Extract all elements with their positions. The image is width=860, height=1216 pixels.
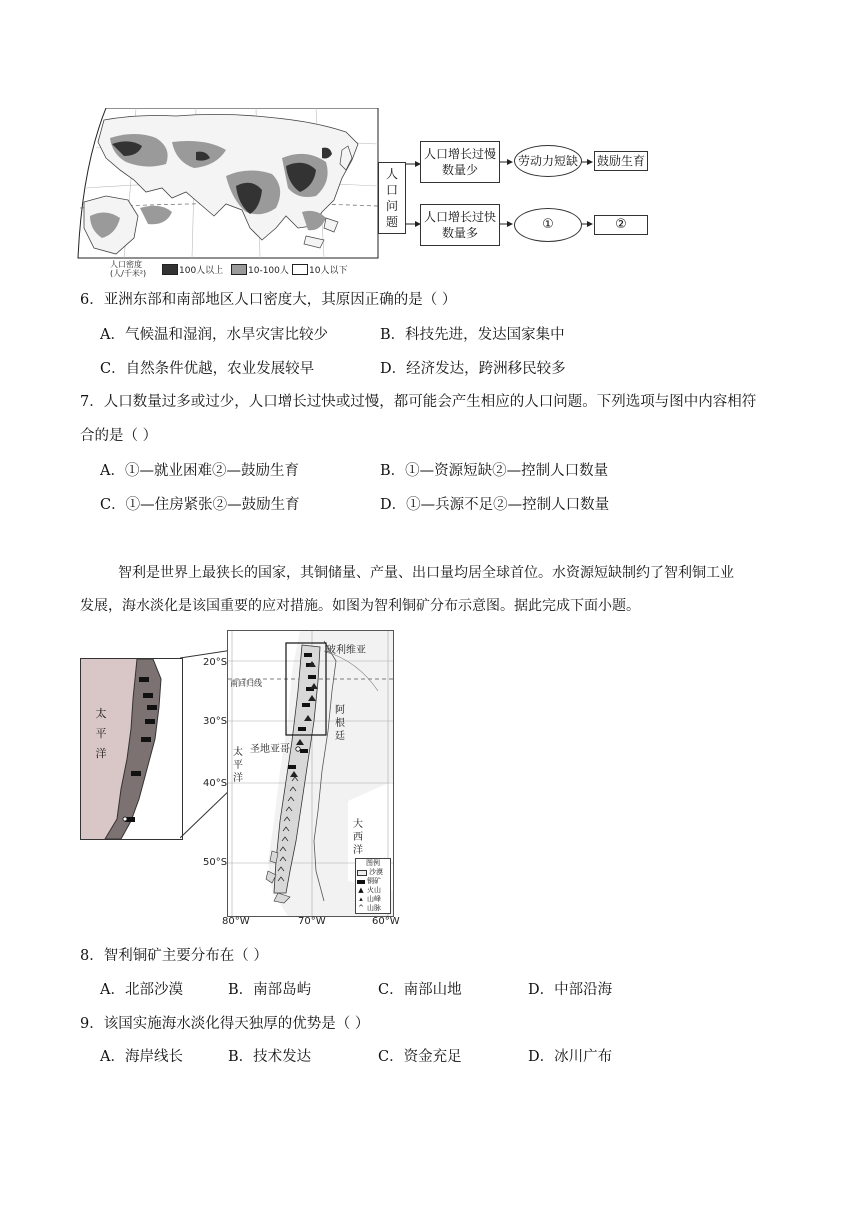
- lat-label-30s: 30°S: [203, 716, 228, 727]
- question-8-option-b[interactable]: B．南部岛屿: [228, 982, 312, 998]
- argentina-label-1: 阿: [335, 705, 345, 716]
- copper-mine-icon: [357, 880, 365, 884]
- lon-label-80w: 80°W: [222, 916, 250, 927]
- question-7-option-a[interactable]: A．①—就业困难②—鼓励生育: [100, 463, 299, 479]
- density-legend-label-low: 10人以下: [309, 266, 348, 276]
- question-6-option-b[interactable]: B．科技先进，发达国家集中: [380, 327, 565, 343]
- argentina-label-2: 根: [335, 718, 345, 729]
- flow-top-result-box: 鼓励生育: [594, 151, 648, 171]
- legend-label-desert: 沙漠: [369, 868, 383, 876]
- pacific-label-2: 平: [233, 760, 243, 771]
- asia-density-map: [76, 108, 380, 260]
- lat-label-50s: 50°S: [203, 857, 228, 868]
- legend-item-volcano: [356, 886, 390, 895]
- mountain-range-icon: ^: [358, 904, 364, 912]
- atlantic-label-2: 西: [353, 832, 363, 843]
- flow-root-char: 题: [385, 215, 398, 229]
- density-legend-swatch-low: [292, 264, 308, 275]
- inset-ocean-label-3: 洋: [95, 747, 107, 760]
- santiago-label: 圣地亚哥: [250, 744, 290, 755]
- bolivia-label: 玻利维亚: [326, 645, 366, 656]
- question-8-option-d[interactable]: D．中部沿海: [528, 982, 613, 998]
- question-6-option-d[interactable]: D．经济发达，跨洲移民较多: [380, 361, 566, 377]
- legend-label-copper: 铜矿: [367, 877, 381, 885]
- pacific-label-1: 太: [233, 747, 243, 758]
- flow-root-char: 口: [385, 183, 398, 197]
- question-9-option-c[interactable]: C．资金充足: [378, 1049, 462, 1065]
- chile-intro-line2: 发展，海水淡化是该国重要的应对措施。如图为智利铜矿分布示意图。据此完成下面小题。: [80, 598, 640, 614]
- legend-label-volcano: 火山: [367, 886, 381, 894]
- question-7-option-d[interactable]: D．①—兵源不足②—控制人口数量: [380, 497, 610, 513]
- tropic-of-capricorn-label: 南回归线: [230, 679, 262, 688]
- question-7-stem-line2: 合的是（ ）: [80, 428, 158, 444]
- flow-bottom-effect-ellipse: ①: [514, 208, 582, 242]
- lat-label-20s: 20°S: [203, 657, 228, 668]
- legend-item-copper: [356, 877, 390, 886]
- flow-top-effect-ellipse: 劳动力短缺: [514, 145, 582, 177]
- atlantic-label-1: 大: [353, 819, 363, 830]
- chile-map-legend: [355, 858, 391, 914]
- question-7-stem-line1: 7．人口数量过多或过少，人口增长过快或过慢，都可能会产生相应的人口问题。下列选项与图中内容相符: [80, 394, 757, 410]
- lat-label-40s: 40°S: [203, 778, 228, 789]
- argentina-label-3: 廷: [335, 731, 345, 742]
- question-7-option-b[interactable]: B．①—资源短缺②—控制人口数量: [380, 463, 609, 479]
- inset-ocean-label-1: 太: [95, 707, 107, 720]
- question-9-stem: 9．该国实施海水淡化得天独厚的优势是（ ）: [80, 1016, 370, 1032]
- question-6-stem: 6．亚洲东部和南部地区人口密度大，其原因正确的是（ ）: [80, 292, 457, 308]
- density-legend-label-high: 100人以上: [179, 266, 224, 276]
- legend-label-peak: 山峰: [367, 895, 381, 903]
- flow-root-char: 人: [385, 167, 398, 181]
- density-legend-swatch-mid: [231, 264, 247, 275]
- flow-bottom-result-box: ②: [594, 215, 648, 235]
- flow-root-box: [378, 162, 406, 234]
- flow-top-cause-line1: 人口增长过慢: [423, 147, 496, 161]
- density-legend-title: 人口密度 (人/千米²): [110, 260, 147, 278]
- density-legend-label-mid: 10-100人: [248, 266, 289, 276]
- legend-item-peak: [356, 895, 390, 904]
- peak-icon: ▴: [359, 895, 363, 903]
- question-8-option-a[interactable]: A．北部沙漠: [100, 982, 183, 998]
- flow-top-cause-box: [420, 141, 500, 183]
- question-7-option-c[interactable]: C．①—住房紧张②—鼓励生育: [100, 497, 300, 513]
- pacific-label-3: 洋: [233, 773, 243, 784]
- flow-bottom-cause-box: [420, 204, 500, 246]
- question-6-option-a[interactable]: A．气候温和湿润，水旱灾害比较少: [100, 327, 328, 343]
- volcano-icon: ▲: [358, 886, 364, 894]
- asia-map-svg: [76, 108, 380, 260]
- flow-top-cause-line2: 数量少: [441, 163, 478, 177]
- question-8-option-c[interactable]: C．南部山地: [378, 982, 462, 998]
- question-6-option-c[interactable]: C．自然条件优越，农业发展较早: [100, 361, 315, 377]
- flow-bottom-cause-line2: 数量多: [441, 226, 478, 240]
- legend-item-desert: [356, 868, 390, 877]
- lon-label-70w: 70°W: [298, 916, 326, 927]
- chile-intro-line1: 智利是世界上最狭长的国家，其铜储量、产量、出口量均居全球首位。水资源短缺制约了智利铜工业: [118, 565, 734, 581]
- inset-ocean-label-2: 平: [95, 727, 107, 740]
- question-9-option-a[interactable]: A．海岸线长: [100, 1049, 183, 1065]
- atlantic-label-3: 洋: [353, 845, 363, 856]
- legend-item-range: [356, 904, 390, 913]
- question-9-option-d[interactable]: D．冰川广布: [528, 1049, 613, 1065]
- density-legend-swatch-high: [162, 264, 178, 275]
- legend-title: 图例: [366, 859, 380, 867]
- desert-swatch: [357, 870, 367, 876]
- flow-bottom-cause-line1: 人口增长过快: [423, 210, 496, 224]
- lon-label-60w: 60°W: [372, 916, 400, 927]
- flow-root-char: 问: [385, 199, 398, 213]
- question-8-stem: 8．智利铜矿主要分布在（ ）: [80, 948, 268, 964]
- question-9-option-b[interactable]: B．技术发达: [228, 1049, 312, 1065]
- legend-label-range: 山脉: [367, 904, 381, 912]
